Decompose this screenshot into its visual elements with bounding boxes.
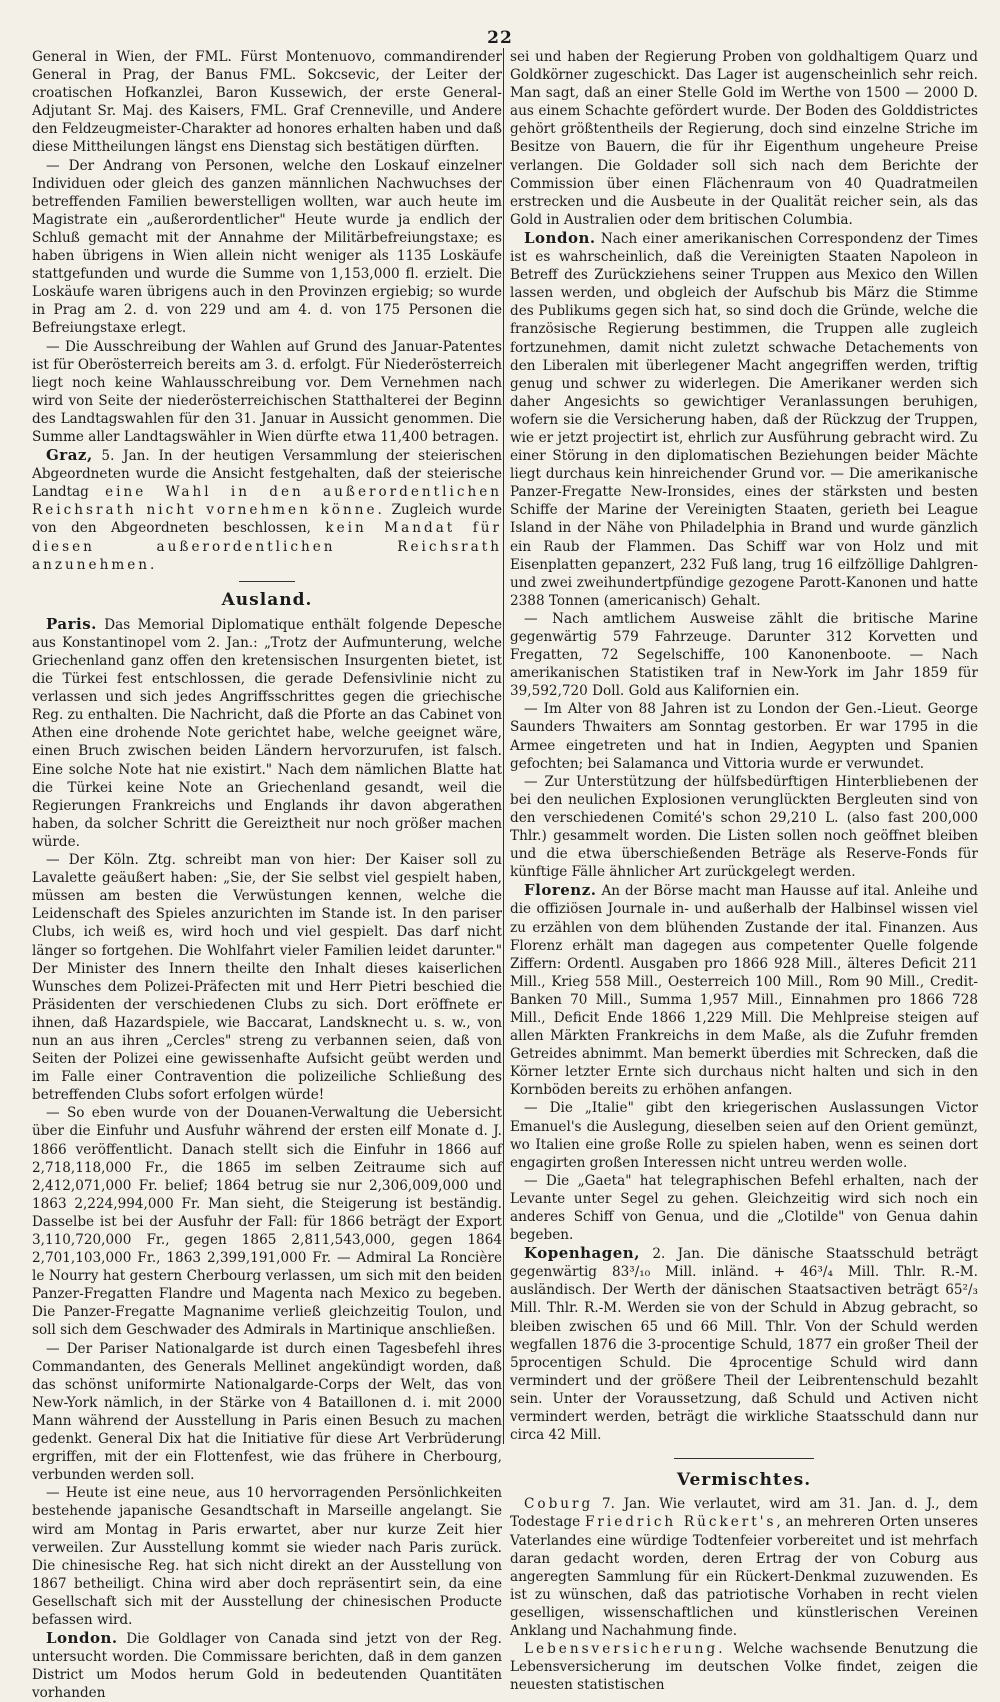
left-column	[32, 48, 503, 1702]
emphasized-text: kein Mandat für diesen außerordentlichen Reichsrath anzunehmen.	[32, 520, 503, 573]
article-paragraph: sei und haben der Regierung Proben von goldhaltigem Quarz und Goldkörner zugeschickt. Das Lager ist augenscheinlich sehr reich. Man sagt, daß an einer Stelle Gold im Werthe von 1500 — 2000 D. aus einem Schachte gefördert wurde. Der Boden des Golddistrictes gehört größtentheils der Regierung, doch sind einzelne Striche im Besitze von Bauern, die für ihr Eigenthum ungeheure Preise verlangen. Die Goldader soll sich nach dem Berichte der Commission über einen Flächenraum von 40 Quadratmeilen erstrecken und die Ausbeute in der Qualität reicher sein, als das Gold in Australien oder dem britischen Columbia.	[510, 49, 978, 228]
article-kopenhagen	[510, 1244, 978, 1444]
dateline-paris: Paris.	[46, 614, 97, 633]
article-graz	[32, 446, 502, 574]
article-text: 7. Jan. Wie verlautet, wird am 31. Jan. d. J., dem Todestage	[510, 1496, 978, 1531]
article-paragraph: — Der Köln. Ztg. schreibt man von hier: Der Kaiser soll zu Lavalette geäußert haben: „Sie, der Sie selbst viel gespielt haben, müssen am besten die Verwüstungen kennen, welche die Leidenschaft des Spieles anzurichten im Stande ist. In den pariser Clubs, ich weiß es, wird hoch und viel gespielt. Das darf nicht länger so fortgehen. Die Wohlfahrt vieler Familien leidet darunter." Der Minister des Innern theilte den Inhalt dieses kaiserlichen Wunsches dem Polizei-Präfecten mit und Herr Pietri beschied die Präsidenten der verschiedenen Clubs zu sich. Dort eröffnete er ihnen, daß Hazardspiele, wie Baccarat, Landsknecht u. s. w., von nun an aus ihren „Cercles" streng zu verbannen seien, daß von Seiten der Polizei eine gewissenhafte Aufsicht geübt werden und im Falle einer Contravention die polizeiliche Schließung des betreffenden Clubs sofort erfolgen würde!	[32, 852, 502, 1104]
article-text: An der Börse macht man Hausse auf ital. Anleihe und die offiziösen Journale in- und außerhalb der Halbinsel wissen viel zu erzählen von dem blühenden Zustande der ital. Finanzen. Aus Florenz erhält man dagegen aus competenter Quelle folgende Ziffern: Ordentl. Ausgaben pro 1866 928 Mill., älteres Deficit 211 Mill., Krieg 558 Mill., Oesterreich 100 Mill., Rom 90 Mill., Credit-Banken 70 Mill., Summa 1,957 Mill., Einnahmen pro 1866 728 Mill., Deficit Ende 1866 1,229 Mill. Die Mehlpreise steigen auf allen Märkten Frankreichs in dem Maße, als die Zufuhr fremden Getreides abnimmt. Man bemerkt überdies mit Schrecken, daß die Körner letzter Ernte sich durchaus nicht halten und sich in den Kornböden bereits zu erhöhen anfangen.	[510, 883, 978, 1099]
section-heading-ausland: Ausland.	[221, 589, 313, 610]
dateline-lebensversicherung: Lebensversicherung.	[524, 1641, 726, 1658]
article-paragraph: — Der Andrang von Personen, welche den Loskauf einzelner Individuen oder gleich des ganzen männlichen Nachwuchses der betreffenden Familien bewerstelligen wollten, war auch heute im Magistrate ein „außerordentlicher" Heute wurde ja endlich der Schluß gemacht mit der Annahme der Militärbefreiungstaxe; es haben übrigens in Wien allein nicht weniger als 1135 Loskäufe stattgefunden und wurde die Summe von 1,153,000 fl. erzielt. Die Loskäufe waren übrigens auch in den Provinzen ergiebig; so wurde in Prag am 2. d. von 229 und am 4. d. von 175 Personen die Befreiungstaxe erlegt.	[32, 157, 502, 337]
article-coburg	[510, 1495, 978, 1640]
dateline-london: London.	[46, 1629, 118, 1648]
article-text: 2. Jan. Die dänische Staatsschuld beträgt gegenwärtig 83³/₁₀ Mill. inländ. + 46³/₄ Mill. Thlr. R.-M. ausländisch. Der Werth der dänischen Staatsactiven beträgt 65²/₃ Mill. Thlr. R.-M. Werden sie von der Schuld in Abzug gebracht, so bleiben zwischen 65 und 66 Mill. Thlr. Von der Schuld werden wegfallen 1876 die 3-procentige Schuld, 1877 ein großer Theil der 5procentigen Schuld. Die 4procentige Schuld wird dann vermindert und der größere Theil der Leibrentenschuld bezahlt sein. Unter der Voraussetzung, daß Schuld und Activen nicht vermindert werden, beträgt die wirkliche Staatsschuld dann nur circa 42 Mill.	[510, 1246, 978, 1444]
article-paragraph: — Die Ausschreibung der Wahlen auf Grund des Januar-Patentes ist für Oberösterreich bereits am 3. d. erfolgt. Für Niederösterreich liegt noch keine Wahlausschreibung vor. Dem Vernehmen nach wird von Seite der niederösterreichischen Statthalterei der Beginn des Landtagswahlen für den 31. Januar in Aussicht genommen. Die Summe aller Landtagswähler in Wien dürfte etwa 11,400 betragen.	[32, 338, 502, 445]
article-paragraph: — So eben wurde von der Douanen-Verwaltung die Uebersicht über die Einfuhr und Ausfuhr während der ersten eilf Monate d. J. 1866 veröffentlicht. Danach stellt sich die Einfuhr in 1866 auf 2,718,118,000 Fr., die 1865 im selben Zeitraume sich auf 2,412,071,000 Fr. belief; 1864 betrug sie nur 2,306,009,000 und 1863 2,224,994,000 Fr. Man sieht, die Steigerung ist beständig. Dasselbe ist bei der Ausfuhr der Fall: für 1866 beträgt der Export 3,110,720,000 Fr., gegen 1865 2,811,543,000, gegen 1864 2,701,103,000 Fr., 1863 2,399,191,000 Fr. — Admiral La Roncière le Nourry hat gestern Cherbourg verlassen, um sich mit den beiden Panzer-Fregatten Flandre und Magenta nach Mexico zu begeben. Die Panzer-Fregatte Magnanime verließ gleichzeitig Toulon, und soll sich dem Geschwader des Admirals in Martinique anschließen.	[32, 1105, 502, 1339]
article-text: Zugleich wurde von den Abgeordneten beschlossen,	[32, 502, 502, 537]
article-paragraph: — Der Pariser Nationalgarde ist durch einen Tagesbefehl ihres Commandanten, des Generals Mellinet angekündigt worden, daß das schönst uniformirte Nationalgarde-Corps der Welt, das von New-York nämlich, in der Stärke von 4 Bataillonen d. i. mit 2000 Mann während der Ausstellung in Paris einen Besuch zu machen gedenkt. General Dix hat die Initiative für diese Art Verbrüderung ergriffen, mit der ein Flottenfest, wie das frühere in Cherbourg, verbunden werden soll.	[32, 1340, 502, 1484]
article-text: 5. Jan. In der heutigen Versammlung der steierischen Abgeordneten wurde die Ansicht festgehalten, daß der steierische Landtag	[32, 448, 502, 501]
article-paragraph: — Die „Italie" gibt den kriegerischen Auslassungen Victor Emanuel's die Auslegung, dieselben seien auf den Orient gemünzt, wo Italien eine große Rolle zu spielen haben, wenn es seinen dort engagirten großen Interessen nicht untreu werden wolle.	[510, 1100, 978, 1171]
article-paragraph: — Zur Unterstützung der hülfsbedürftigen Hinterbliebenen der bei den neulichen Explosionen verunglückten Bergleuten sind von den verschiedenen Comité's schon 29,210 L. (also fast 200,000 Thlr.) gesammelt worden. Die Listen sollen noch geöffnet bleiben und die etwa überschießenden Beträge als Reserve-Fonds für künftige Fälle ähnlicher Art zurückgelegt werden.	[510, 773, 978, 881]
section-rule	[239, 581, 295, 582]
emphasized-text: Friedrich Rückert's	[584, 1514, 777, 1531]
dateline-london: London.	[524, 228, 596, 247]
article-paragraph: — Im Alter von 88 Jahren ist zu London der Gen.-Lieut. George Saunders Thwaiters am Sonntag gestorben. Er war 1795 in die Armee eingetreten und hat in Indien, Aegypten und Spanien gefochten; bei Salamanca und Vittoria wurde er verwundet.	[510, 701, 978, 772]
dateline-coburg: Coburg	[524, 1496, 594, 1513]
article-lebensversicherung	[510, 1640, 978, 1694]
article-text: Nach einer amerikanischen Correspondenz der Times ist es wahrscheinlich, daß die Vereinigten Staaten Napoleon in Betreff des Zurückziehens seiner Truppen aus Mexico den Willen lassen werden, und obgleich der Aufschub bis März die Stimme des Publikums gegen sich hat, so sind doch die Gründe, welche die französische Regierung bestimmen, die Truppen alle zugleich fortzunehmen, damit nicht zuletzt schwache Detachements von den Liberalen mit überlegener Macht angegriffen werden, triftig genug und schwer zu widerlegen. Die Amerikaner werden sich daher Angesichts so gewichtiger Veranlassungen beruhigen, wofern sie die Versicherung haben, daß der Rückzug der Truppen, wie er jetzt projectirt ist, ehrlich zur Ausführung gebracht wird. Zu einer Störung in den diplomatischen Beziehungen beider Mächte liegt durchaus kein hinreichender Grund vor. — Die amerikanische Panzer-Fregatte New-Ironsides, eines der stärksten und besten Schiffe der Marine der Vereinigten Staaten, gerieth bei League Island in der Nähe von Philadelphia in Brand und wurde gänzlich ein Raub der Flammen. Das Schiff war von Holz und mit Eisenplatten gepanzert, 232 Fuß lang, trug 16 eilfzöllige Dahlgren- und zwei zweihundertpfündige gezogene Parott-Kanonen und hatte 2388 Tonnen (americanisch) Gehalt.	[510, 230, 978, 609]
section-rule	[674, 1458, 814, 1459]
right-column	[510, 48, 978, 1694]
article-london-2	[510, 229, 978, 610]
article-florenz	[510, 881, 978, 1099]
emphasized-text: eine Wahl in den außerordentlichen Reichsrath nicht vornehmen könne.	[32, 484, 502, 519]
section-heading-vermischtes: Vermischtes.	[676, 1470, 812, 1491]
article-paragraph: — Heute ist eine neue, aus 10 hervorragenden Persönlichkeiten bestehende japanische Gesandtschaft in Marseille angelangt. Sie wird am Montag in Paris erwartet, aber nur kurze Zeit hier verweilen. Zur Ausstellung kommt sie wieder nach Paris zurück. Die chinesische Reg. hat sich nicht direkt an der Ausstellung von 1867 betheiligt. China wird aber doch repräsentirt sein, da eine Gesellschaft sich mit der Ausstellung der chinesischen Producte befassen wird.	[32, 1485, 502, 1628]
article-paragraph: General in Wien, der FML. Fürst Montenuovo, commandirender General in Prag, der Banus FML. Sokcsevic, der Leiter der croatischen Hofkanzlei, Baron Kussewich, der erste General-Adjutant Sr. Maj. des Kaisers, FML. Graf Crenneville, und Andere den Feldzeugmeister-Charakter ad honores erhalten haben und daß diese Mittheilungen längst ens Dienstag sich bestätigen dürften.	[32, 49, 502, 156]
article-text: , an mehreren Orten unseres Vaterlandes eine würdige Todtenfeier vorbereitet und ist mehrfach daran gedacht worden, deren Ertrag der von Coburg aus angeregten Sammlung für ein Rückert-Denkmal zuzuwenden. Es ist zu wünschen, daß das patriotische Vorhaben in recht vielen geselligen, wissenschaftlichen und künstlerischen Vereinen Anklang und Nachahmung finde.	[510, 1514, 978, 1639]
article-london	[32, 1629, 502, 1702]
article-text: Das Memorial Diplomatique enthält folgende Depesche aus Konstantinopel vom 2. Jan.: „Trotz der Aufmunterung, welche Griechenland ganz offen den kretensischen Insurgenten bietet, ist die Türkei fest entschlossen, die gerade Defensivlinie nicht zu verlassen und sich jedes Angriffsschrittes gegen die griechische Reg. zu enthalten. Die Nachricht, daß die Pforte an das Cabinet von Athen eine drohende Note gerichtet habe, welche geeignet wäre, einen Bruch zwischen beiden Ländern hervorzurufen, ist falsch. Eine solche Note hat nie existirt." Nach dem nämlichen Blatte hat die Türkei keine Note an Griechenland gesandt, weil die Regierungen Frankreichs und Englands ihr davon abgerathen haben, da solcher Schritt die Gereiztheit nur noch größer machen würde.	[32, 616, 502, 850]
article-paris	[32, 615, 502, 851]
page-number: 22	[487, 28, 513, 48]
article-text: Welche wachsende Benutzung die Lebensversicherung im deutschen Volke findet, zeigen die neuesten statistischen	[510, 1641, 978, 1694]
dateline-kopenhagen: Kopenhagen,	[524, 1244, 640, 1263]
dateline-graz: Graz,	[46, 446, 93, 465]
dateline-florenz: Florenz.	[524, 881, 597, 900]
column-divider	[503, 48, 504, 1444]
article-paragraph: — Die „Gaeta" hat telegraphischen Befehl erhalten, nach der Levante unter Segel zu gehen. Gleichzeitig wird sich noch ein anderes Schiff von Genua, und die „Clotilde" von Genua dahin begeben.	[510, 1172, 978, 1244]
article-text: Die Goldlager von Canada sind jetzt von der Reg. untersucht worden. Die Commissare berichten, daß in dem ganzen District um Modos herum Gold in bedeutenden Quantitäten vorhanden	[32, 1631, 502, 1702]
article-paragraph: — Nach amtlichem Ausweise zählt die britische Marine gegenwärtig 579 Fahrzeuge. Darunter 312 Korvetten und Fregatten, 72 Segelschiffe, 100 Kanonenboote. — Nach amerikanischen Statistiken traf in New-York im Jahr 1859 für 39,592,720 Doll. Gold aus Kalifornien ein.	[510, 610, 978, 700]
